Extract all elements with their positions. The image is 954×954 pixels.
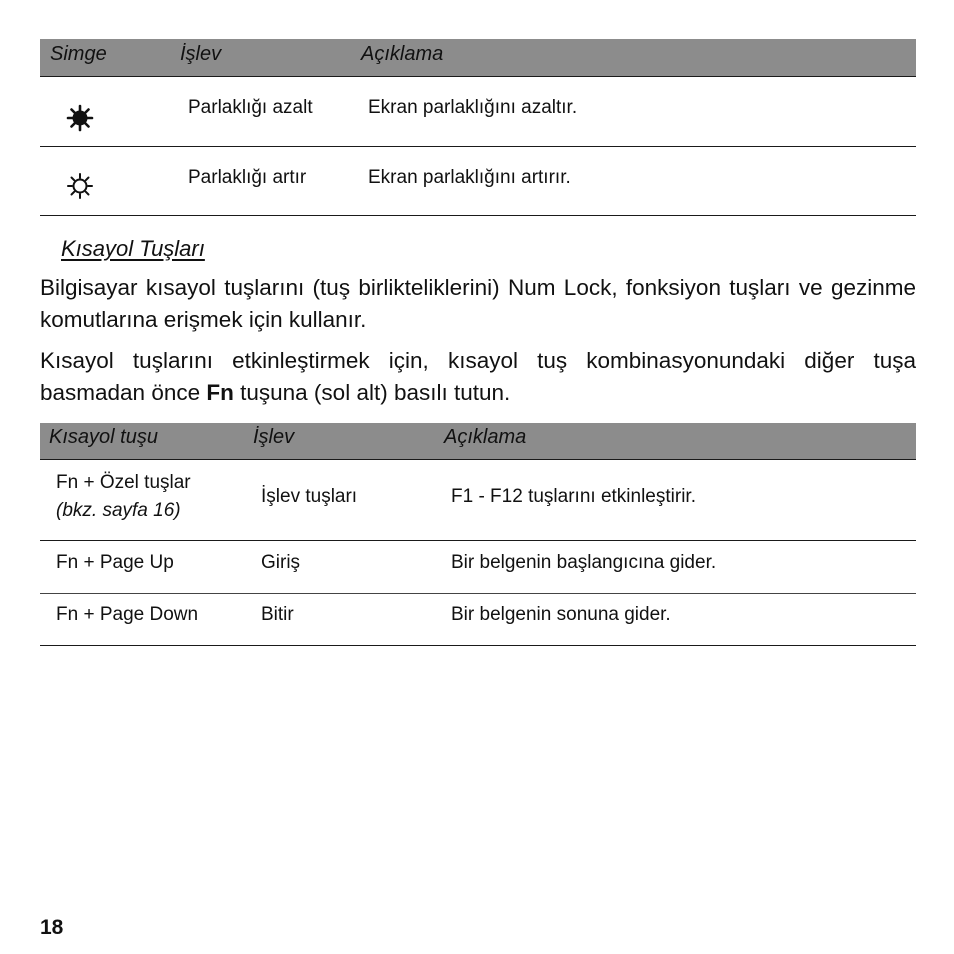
- table1-bottom-rule: [40, 215, 916, 216]
- table1-header: [40, 39, 916, 77]
- paragraph-2-text-after: tuşuna (sol alt) basılı tutun.: [233, 380, 511, 405]
- paragraph-2-text-before: Kısayol tuşlarını etkinleştirmek için, kısayol tuş kombinasyonundaki diğer tuşa basmadan önce: [40, 348, 916, 405]
- table2-row2-function: Giriş: [261, 552, 301, 573]
- table1-header-description: Açıklama: [361, 43, 444, 65]
- table2-row1-description: F1 - F12 tuşlarını etkinleştirir.: [451, 486, 696, 507]
- table2-bottom-rule: [40, 645, 916, 646]
- brightness-down-icon: [66, 104, 94, 137]
- table2-row-divider-1: [40, 540, 916, 541]
- table2-header-description: Açıklama: [444, 426, 527, 448]
- table2-header-function: İşlev: [253, 426, 295, 448]
- table2-row2-key: Fn + Page Up: [56, 552, 174, 573]
- fn-key-label: Fn: [206, 380, 234, 405]
- paragraph-1: Bilgisayar kısayol tuşlarını (tuş birlikteliklerini) Num Lock, fonksiyon tuşları ve gezinme komutlarına erişmek için kullanır.: [40, 275, 916, 332]
- table1-row1-function: Parlaklığı azalt: [188, 97, 313, 118]
- table2-row-divider-2: [40, 593, 916, 594]
- table2-row3-function: Bitir: [261, 604, 294, 625]
- table2-row1-key-note: (bkz. sayfa 16): [56, 500, 181, 521]
- table2-header: [40, 423, 916, 460]
- paragraph-2: [40, 345, 916, 409]
- brightness-up-icon: [66, 172, 94, 205]
- table2-row3-key: Fn + Page Down: [56, 604, 199, 625]
- table2-header-shortcut: Kısayol tuşu: [49, 426, 158, 448]
- table2-row1-function: İşlev tuşları: [261, 486, 358, 507]
- table2-row3-description: Bir belgenin sonuna gider.: [451, 604, 671, 625]
- table1-row-divider: [40, 146, 916, 147]
- table2-row2-description: Bir belgenin başlangıcına gider.: [451, 552, 717, 573]
- section-title: Kısayol Tuşları: [61, 236, 205, 261]
- page-number: 18: [40, 916, 64, 939]
- table1-row1-description: Ekran parlaklığını azaltır.: [368, 97, 578, 118]
- table2-row1-key: Fn + Özel tuşlar: [56, 472, 191, 493]
- table1-header-symbol: Simge: [50, 43, 107, 65]
- table1-row2-description: Ekran parlaklığını artırır.: [368, 167, 571, 188]
- table1-header-function: İşlev: [180, 43, 222, 65]
- table1-row2-function: Parlaklığı artır: [188, 167, 307, 188]
